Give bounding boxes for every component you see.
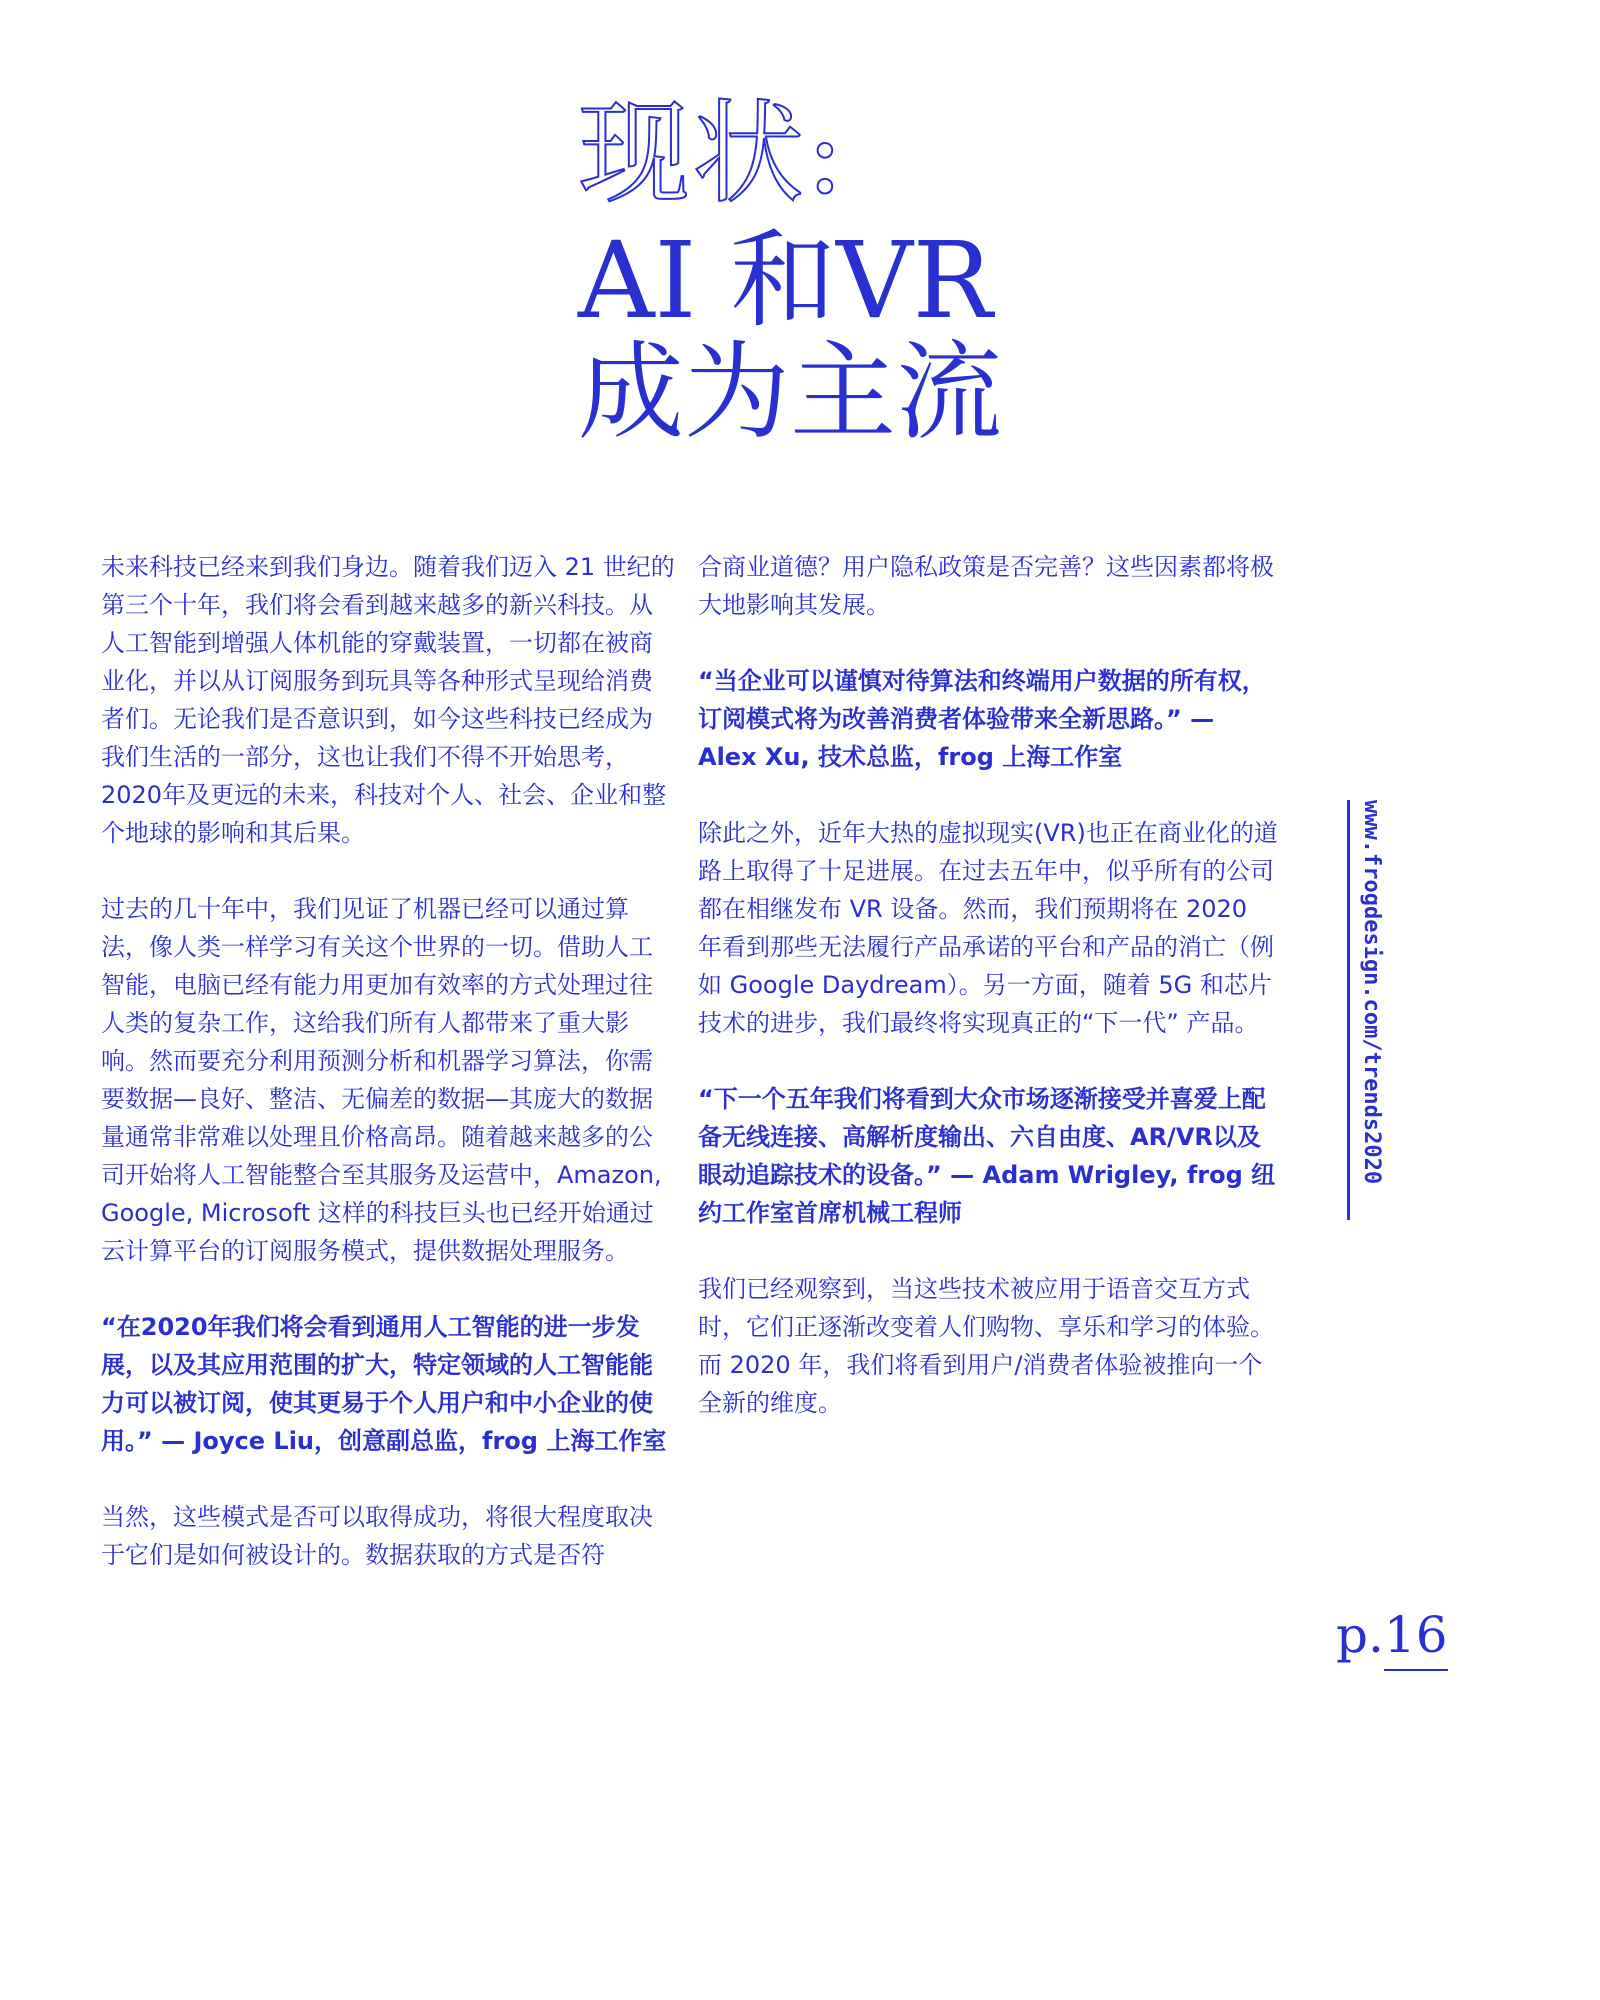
pull-quote <box>101 1308 676 1460</box>
body-paragraph: 当然，这些模式是否可以取得成功，将很大程度取决于它们是如何被设计的。数据获取的方式是否符 <box>101 1503 653 1569</box>
body-paragraph: 除此之外，近年大热的虚拟现实(VR)也正在商业化的道路上取得了十足进展。在过去五年中，似乎所有的公司都在相继发布 VR 设备。然而，我们预期将在 2020 年看到那些无法履行产品承诺的平台和产品的消亡（例如 Google Daydream）。另一方面，随着 5G 和芯片技术的进步，我们最终将实现真正的“下一代” 产品。 <box>698 819 1278 1037</box>
page-title <box>578 89 1138 454</box>
pull-quote <box>698 662 1278 776</box>
website-url-link[interactable]: www.frogdesign.com/trends2020 <box>1347 800 1390 1220</box>
page-number-value: 16 <box>1384 1605 1448 1671</box>
title-line-ai-vr: AI 和VR <box>578 219 993 342</box>
quote-text: “在2020年我们将会看到通用人工智能的进一步发展，以及其应用范围的扩大，特定领域的人工智能能力可以被订阅，使其更易于个人用户和中小企业的使用。” <box>101 1313 653 1455</box>
quote-text: “当企业可以谨慎对待算法和终端用户数据的所有权，订阅模式将为改善消费者体验带来全新思路。” <box>698 667 1266 733</box>
body-paragraph: 我们已经观察到，当这些技术被应用于语音交互方式时，它们正逐渐改变着人们购物、享乐和学习的体验。而 2020 年，我们将看到用户/消费者体验被推向一个全新的维度。 <box>698 1275 1274 1417</box>
pull-quote <box>698 1080 1278 1232</box>
title-line-status: 现状: <box>578 89 846 219</box>
quote-attribution: — Alex Xu, 技术总监，frog 上海工作室 <box>698 705 1215 771</box>
page-number <box>1336 1605 1448 1671</box>
title-line-mainstream: 成为主流 <box>578 331 1002 454</box>
right-column <box>698 548 1278 1460</box>
body-paragraph: 过去的几十年中，我们见证了机器已经可以通过算法，像人类一样学习有关这个世界的一切。借助人工智能，电脑已经有能力用更加有效率的方式处理过往人类的复杂工作，这给我们所有人都带来了重大影响。然而要充分利用预测分析和机器学习算法，你需要数据—良好、整洁、无偏差的数据—其庞大的数据量通常非常难以处理且价格高昂。随着越来越多的公司开始将人工智能整合至其服务及运营中，Amazon, Google, Microsoft 这样的科技巨头也已经开始通过云计算平台的订阅服务模式，提供数据处理服务。 <box>101 895 662 1265</box>
quote-text: “下一个五年我们将看到大众市场逐渐接受并喜爱上配备无线连接、高解析度输出、六自由度、AR/VR以及眼动追踪技术的设备。” <box>698 1085 1266 1189</box>
quote-attribution: — Adam Wrigley, frog 纽约工作室首席机械工程师 <box>698 1161 1276 1227</box>
body-paragraph: 未来科技已经来到我们身边。随着我们迈入 21 世纪的第三个十年，我们将会看到越来越多的新兴科技。从人工智能到增强人体机能的穿戴装置，一切都在被商业化，并以从订阅服务到玩具等各种形式呈现给消费者们。无论我们是否意识到，如今这些科技已经成为我们生活的一部分，这也让我们不得不开始思考，2020年及更远的未来，科技对个人、社会、企业和整个地球的影响和其后果。 <box>101 553 675 847</box>
left-column <box>101 548 676 1612</box>
body-paragraph: 合商业道德？用户隐私政策是否完善？这些因素都将极大地影响其发展。 <box>698 553 1274 619</box>
quote-attribution: — Joyce Liu，创意副总监，frog 上海工作室 <box>152 1427 667 1455</box>
page-number-prefix: p. <box>1336 1606 1384 1664</box>
